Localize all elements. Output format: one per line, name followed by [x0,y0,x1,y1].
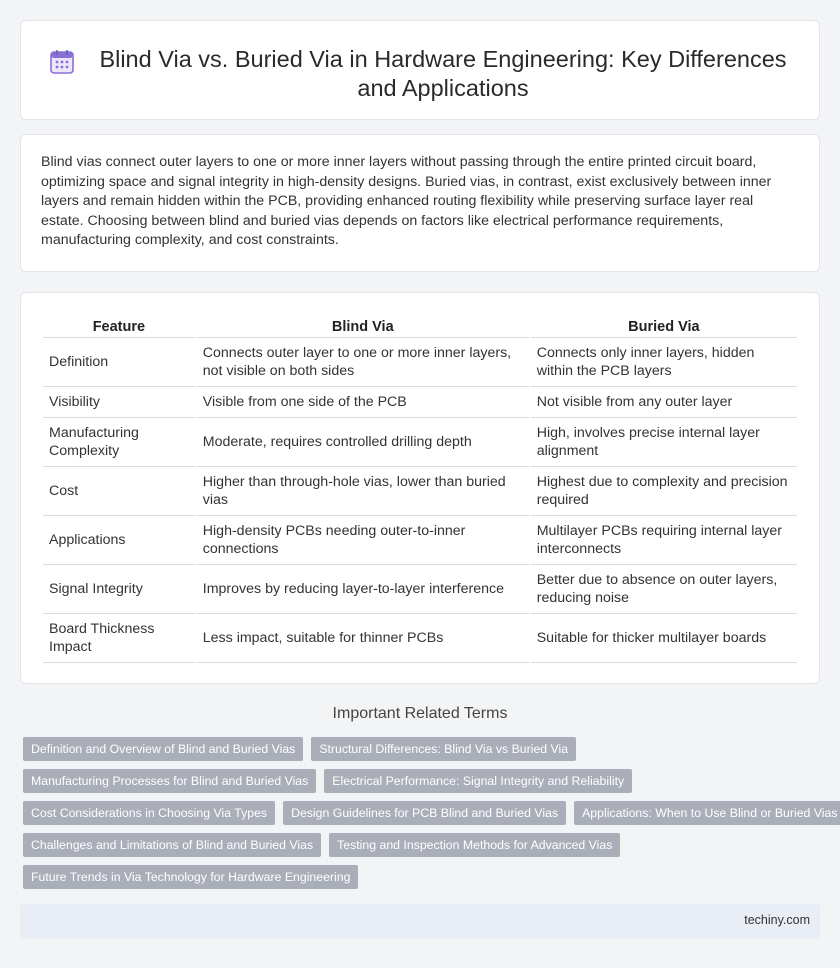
related-term-tag[interactable]: Future Trends in Via Technology for Hardware Engineering [23,865,358,889]
blind-via-cell: Connects outer layer to one or more inner layers, not visible on both sides [197,338,529,387]
blind-via-cell: Visible from one side of the PCB [197,387,529,418]
buried-via-cell: High, involves precise internal layer alignment [531,418,797,467]
table-row [43,516,797,565]
blind-via-cell: High-density PCBs needing outer-to-inner connections [197,516,529,565]
feature-cell: Definition [43,338,195,387]
tag-row [23,801,838,825]
blind-via-cell: Higher than through-hole vias, lower than buried vias [197,467,529,516]
table-header-row [43,315,797,338]
blind-via-cell: Improves by reducing layer-to-layer interference [197,565,529,614]
related-term-tag[interactable]: Applications: When to Use Blind or Buried Vias [574,801,840,825]
feature-cell: Signal Integrity [43,565,195,614]
buried-via-cell: Highest due to complexity and precision required [531,467,797,516]
table-row [43,418,797,467]
feature-cell: Visibility [43,387,195,418]
related-term-tag[interactable]: Cost Considerations in Choosing Via Types [23,801,275,825]
header-buried-via: Buried Via [531,315,797,338]
tag-row [23,865,823,889]
related-term-tag[interactable]: Challenges and Limitations of Blind and Buried Vias [23,833,321,857]
table-row [43,614,797,663]
feature-cell: Manufacturing Complexity [43,418,195,467]
tag-row [23,833,823,857]
related-term-tag[interactable]: Definition and Overview of Blind and Buried Vias [23,737,303,761]
page-title: Blind Via vs. Buried Via in Hardware Engineering: Key Differences and Applications [99,46,787,101]
header-blind-via: Blind Via [197,315,529,338]
blind-via-cell: Less impact, suitable for thinner PCBs [197,614,529,663]
related-term-tag[interactable]: Electrical Performance: Signal Integrity and Reliability [324,769,632,793]
table-row [43,467,797,516]
comparison-table [41,315,799,663]
blind-via-cell: Moderate, requires controlled drilling depth [197,418,529,467]
buried-via-cell: Suitable for thicker multilayer boards [531,614,797,663]
comparison-table-card [20,292,820,684]
related-term-tag[interactable]: Manufacturing Processes for Blind and Buried Vias [23,769,316,793]
header-card [20,20,820,120]
feature-cell: Board Thickness Impact [43,614,195,663]
buried-via-cell: Multilayer PCBs requiring internal layer interconnects [531,516,797,565]
buried-via-cell: Better due to absence on outer layers, reducing noise [531,565,797,614]
tag-row [23,737,823,761]
header-feature: Feature [43,315,195,338]
related-terms-heading: Important Related Terms [332,705,508,722]
intro-paragraph: Blind vias connect outer layers to one or more inner layers without passing through the entire printed circuit board, optimizing space and signal integrity in high-density designs. Buried vias, in contrast, exist exclusively between inner layers and remain hidden within the PCB, providing enhanced routing flexibility while preserving surface layer real estate. Choosing between blind and buried vias depends on factors like electrical performance requirements, manufacturing complexity, and cost constraints. [41,154,772,248]
related-terms-list [23,737,838,897]
related-term-tag[interactable]: Design Guidelines for PCB Blind and Buried Vias [283,801,566,825]
buried-via-cell: Connects only inner layers, hidden within the PCB layers [531,338,797,387]
table-row [43,387,797,418]
footer-site-link[interactable]: techiny.com [744,913,810,927]
buried-via-cell: Not visible from any outer layer [531,387,797,418]
feature-cell: Cost [43,467,195,516]
related-term-tag[interactable]: Testing and Inspection Methods for Advanced Vias [329,833,620,857]
feature-cell: Applications [43,516,195,565]
related-term-tag[interactable]: Structural Differences: Blind Via vs Buried Via [311,737,576,761]
calendar-icon [49,49,75,75]
intro-card [20,134,820,272]
tag-row [23,769,823,793]
table-row [43,338,797,387]
table-row [43,565,797,614]
footer-bar [20,904,820,938]
